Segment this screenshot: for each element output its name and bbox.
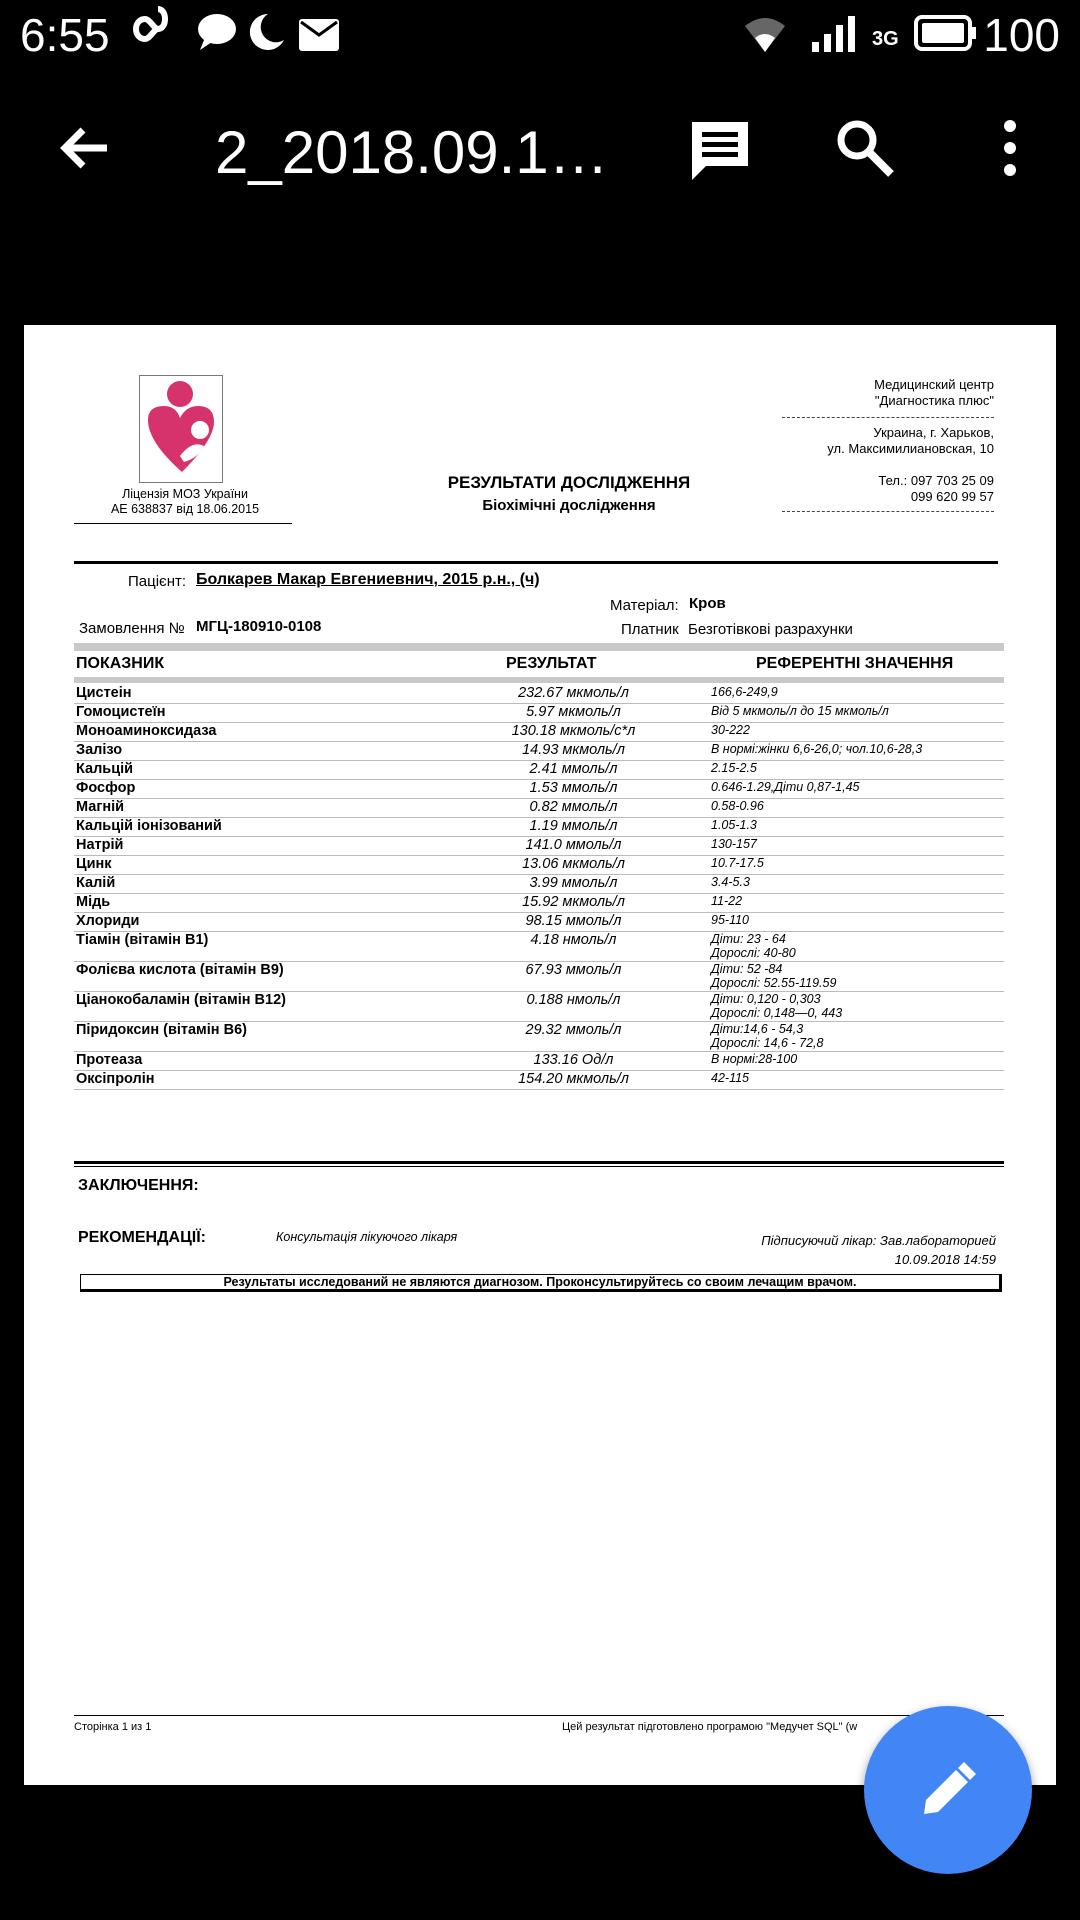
indicator-name: Цинк xyxy=(74,856,446,875)
patient-name: Болкарев Макар Евгениевнич, 2015 р.н., (ч) xyxy=(196,571,540,588)
center-name-line2: "Диагностика плюс" xyxy=(874,393,994,408)
footer-note: Цей результат підготовлено програмою "Медучет SQL" (w xyxy=(562,1721,858,1733)
indicator-name: Хлориди xyxy=(74,913,446,932)
address-line1: Украина, г. Харьков, xyxy=(873,425,994,440)
reference-line1: 10.7-17.5 xyxy=(711,856,764,870)
indicator-name: Протеаза xyxy=(74,1052,446,1071)
license-info xyxy=(84,487,286,517)
indicator-name: Оксіпролін xyxy=(74,1071,446,1090)
indicator-name: Фолієва кислота (вітамін В9) xyxy=(74,962,446,992)
result-value: 67.93 ммоль/л xyxy=(446,962,701,992)
table-header xyxy=(74,655,1004,677)
reference-line1: В нормі:28-100 xyxy=(711,1052,798,1066)
report-title: РЕЗУЛЬТАТИ ДОСЛІДЖЕННЯ xyxy=(447,473,691,492)
license-line2: АЕ 638837 від 18.06.2015 xyxy=(110,502,260,516)
reference-line1: 11-22 xyxy=(711,894,743,908)
indicator-name: Фосфор xyxy=(74,780,446,799)
table-row xyxy=(74,1052,1004,1071)
wifi-icon xyxy=(742,14,788,64)
reference-line1: 2.15-2.5 xyxy=(711,761,757,775)
edit-fab-button[interactable] xyxy=(864,1706,1032,1874)
reference-line2: Дорослі: 40-80 xyxy=(711,946,796,960)
more-vert-icon[interactable] xyxy=(1000,118,1020,183)
reference-value xyxy=(701,685,1004,704)
reference-line1: Діти:14,6 - 54,3 xyxy=(711,1022,804,1036)
table-row xyxy=(74,894,1004,913)
page-counter: Сторінка 1 из 1 xyxy=(74,1721,152,1733)
result-value: 232.67 мкмоль/л xyxy=(446,685,701,704)
result-value: 1.53 ммоль/л xyxy=(446,780,701,799)
indicator-name: Натрій xyxy=(74,837,446,856)
result-value: 13.06 мкмоль/л xyxy=(446,856,701,875)
indicator-name: Калій xyxy=(74,875,446,894)
conclusion-label: ЗАКЛЮЧЕННЯ: xyxy=(78,1177,199,1194)
reference-line1: 1.05-1.3 xyxy=(711,818,757,832)
document-title: 2_2018.09.1… xyxy=(215,119,609,186)
result-value: 3.99 ммоль/л xyxy=(446,875,701,894)
search-icon[interactable] xyxy=(835,118,895,183)
table-row xyxy=(74,1022,1004,1052)
reference-value xyxy=(701,932,1004,962)
reference-value xyxy=(701,1052,1004,1071)
recommendations-value: Консультація лікуючого лікаря xyxy=(276,1230,458,1244)
result-value: 98.15 ммоль/л xyxy=(446,913,701,932)
logo xyxy=(139,375,223,483)
reference-line1: Діти: 23 - 64 xyxy=(711,932,786,946)
results-table xyxy=(74,685,1004,1090)
table-top-band xyxy=(74,643,1004,651)
result-value: 130.18 мкмоль/с*л xyxy=(446,723,701,742)
reference-line1: 0.646-1.29,Діти 0,87-1,45 xyxy=(711,780,860,794)
license-line1: Ліцензія МОЗ України xyxy=(122,487,248,501)
table-row xyxy=(74,742,1004,761)
reference-value xyxy=(701,818,1004,837)
indicator-name: Кальцій xyxy=(74,761,446,780)
divider xyxy=(74,561,998,564)
reference-value xyxy=(701,837,1004,856)
reference-line1: 95-110 xyxy=(711,913,749,927)
address-line2: ул. Максимилиановская, 10 xyxy=(827,441,994,456)
reference-line1: 0.58-0.96 xyxy=(711,799,764,813)
table-row xyxy=(74,856,1004,875)
moon-icon xyxy=(248,12,286,62)
indicator-name: Ціанокобаламін (вітамін В12) xyxy=(74,992,446,1022)
reference-value xyxy=(701,856,1004,875)
pencil-icon xyxy=(918,1760,978,1825)
battery-icon xyxy=(914,14,978,62)
reference-line1: 3.4-5.3 xyxy=(711,875,750,889)
result-value: 1.19 ммоль/л xyxy=(446,818,701,837)
reference-line2: Дорослі: 14,6 - 72,8 xyxy=(711,1036,824,1050)
table-row xyxy=(74,799,1004,818)
divider xyxy=(74,1715,1004,1716)
reference-line1: 42-115 xyxy=(711,1071,749,1085)
table-row xyxy=(74,913,1004,932)
indicator-name: Цистеін xyxy=(74,685,446,704)
signal-icon xyxy=(810,14,858,64)
table-row xyxy=(74,685,1004,704)
reference-line1: Діти: 0,120 - 0,303 xyxy=(711,992,821,1006)
reference-value xyxy=(701,780,1004,799)
center-name-line1: Медицинский центр xyxy=(874,377,994,392)
status-time: 6:55 xyxy=(20,9,110,61)
divider xyxy=(74,1161,1004,1164)
col-reference: РЕФЕРЕНТНІ ЗНАЧЕННЯ xyxy=(756,655,954,672)
reference-value xyxy=(701,894,1004,913)
table-row xyxy=(74,992,1004,1022)
indicator-name: Моноаминоксидаза xyxy=(74,723,446,742)
table-row xyxy=(74,932,1004,962)
payer-label: Платник xyxy=(621,621,679,638)
infinity-icon xyxy=(124,6,174,62)
reference-value xyxy=(701,992,1004,1022)
reference-value xyxy=(701,723,1004,742)
reference-value xyxy=(701,761,1004,780)
center-name xyxy=(874,377,994,409)
pdf-page xyxy=(24,325,1056,1785)
reference-line1: 30-222 xyxy=(711,723,750,737)
mail-icon xyxy=(298,16,340,62)
divider xyxy=(782,417,994,418)
divider xyxy=(782,511,994,512)
table-row xyxy=(74,780,1004,799)
status-bar xyxy=(0,0,1080,70)
reference-value xyxy=(701,799,1004,818)
center-address xyxy=(827,425,994,457)
table-row xyxy=(74,837,1004,856)
center-phones xyxy=(878,473,994,505)
phone-line1: Тел.: 097 703 25 09 xyxy=(878,473,994,488)
table-row xyxy=(74,704,1004,723)
table-row xyxy=(74,818,1004,837)
reference-value xyxy=(701,913,1004,932)
divider xyxy=(74,523,292,524)
indicator-name: Залізо xyxy=(74,742,446,761)
result-value: 5.97 мкмоль/л xyxy=(446,704,701,723)
battery-percent: 100 xyxy=(983,9,1060,61)
reference-line1: 166,6-249,9 xyxy=(711,685,778,699)
result-value: 14.93 мкмоль/л xyxy=(446,742,701,761)
result-value: 141.0 ммоль/л xyxy=(446,837,701,856)
result-value: 154.20 мкмоль/л xyxy=(446,1071,701,1090)
back-arrow-icon[interactable] xyxy=(55,118,115,178)
material-value: Кров xyxy=(689,595,726,612)
table-header-band xyxy=(74,677,1004,683)
reference-line1: Від 5 мкмоль/л до 15 мкмоль/л xyxy=(711,704,889,718)
result-value: 29.32 ммоль/л xyxy=(446,1022,701,1052)
reference-line2: Дорослі: 52.55-119.59 xyxy=(711,976,837,990)
comment-icon[interactable] xyxy=(688,118,752,189)
order-number: МГЦ-180910-0108 xyxy=(196,618,322,635)
reference-line1: В нормі:жінки 6,6-26,0; чол.10,6-28,3 xyxy=(711,742,923,756)
reference-value xyxy=(701,704,1004,723)
network-type: 3G xyxy=(872,28,899,50)
result-value: 15.92 мкмоль/л xyxy=(446,894,701,913)
order-label: Замовлення № xyxy=(79,620,185,637)
result-value: 133.16 Од/л xyxy=(446,1052,701,1071)
reference-value xyxy=(701,742,1004,761)
indicator-name: Гомоцистеїн xyxy=(74,704,446,723)
result-value: 4.18 нмоль/л xyxy=(446,932,701,962)
table-row xyxy=(74,761,1004,780)
material-label: Матеріал: xyxy=(610,597,679,614)
indicator-name: Тіамін (вітамін В1) xyxy=(74,932,446,962)
result-value: 0.82 ммоль/л xyxy=(446,799,701,818)
result-value: 0.188 нмоль/л xyxy=(446,992,701,1022)
result-value: 2.41 ммоль/л xyxy=(446,761,701,780)
payer-value: Безготівкові разрахунки xyxy=(688,621,853,638)
col-indicator: ПОКАЗНИК xyxy=(76,655,165,672)
signing-doctor: Підписуючий лікар: Зав.лабораторией xyxy=(761,1233,996,1248)
reference-line1: 130-157 xyxy=(711,837,757,851)
table-row xyxy=(74,875,1004,894)
table-row xyxy=(74,1071,1004,1090)
indicator-name: Мідь xyxy=(74,894,446,913)
disclaimer: Результаты исследований не являются диагнозом. Проконсультируйтесь со своим лечащим врачом. xyxy=(80,1274,1002,1292)
patient-label: Пацієнт: xyxy=(128,573,187,590)
reference-value xyxy=(701,962,1004,992)
report-subtitle: Біохімічні дослідження xyxy=(482,497,656,514)
table-row xyxy=(74,962,1004,992)
chat-bubble-icon xyxy=(196,12,238,62)
indicator-name: Кальцій іонізований xyxy=(74,818,446,837)
reference-value xyxy=(701,1071,1004,1090)
divider xyxy=(74,1166,1004,1167)
table-row xyxy=(74,723,1004,742)
sign-date: 10.09.2018 14:59 xyxy=(894,1252,996,1267)
col-result: РЕЗУЛЬТАТ xyxy=(506,655,597,672)
reference-line2: Дорослі: 0,148—0, 443 xyxy=(711,1006,843,1020)
reference-line1: Діти: 52 -84 xyxy=(711,962,783,976)
reference-value xyxy=(701,875,1004,894)
recommendations-label: РЕКОМЕНДАЦІЇ: xyxy=(78,1229,206,1246)
indicator-name: Піридоксин (вітамін В6) xyxy=(74,1022,446,1052)
reference-value xyxy=(701,1022,1004,1052)
phone-line2: 099 620 99 57 xyxy=(910,489,994,504)
indicator-name: Магній xyxy=(74,799,446,818)
